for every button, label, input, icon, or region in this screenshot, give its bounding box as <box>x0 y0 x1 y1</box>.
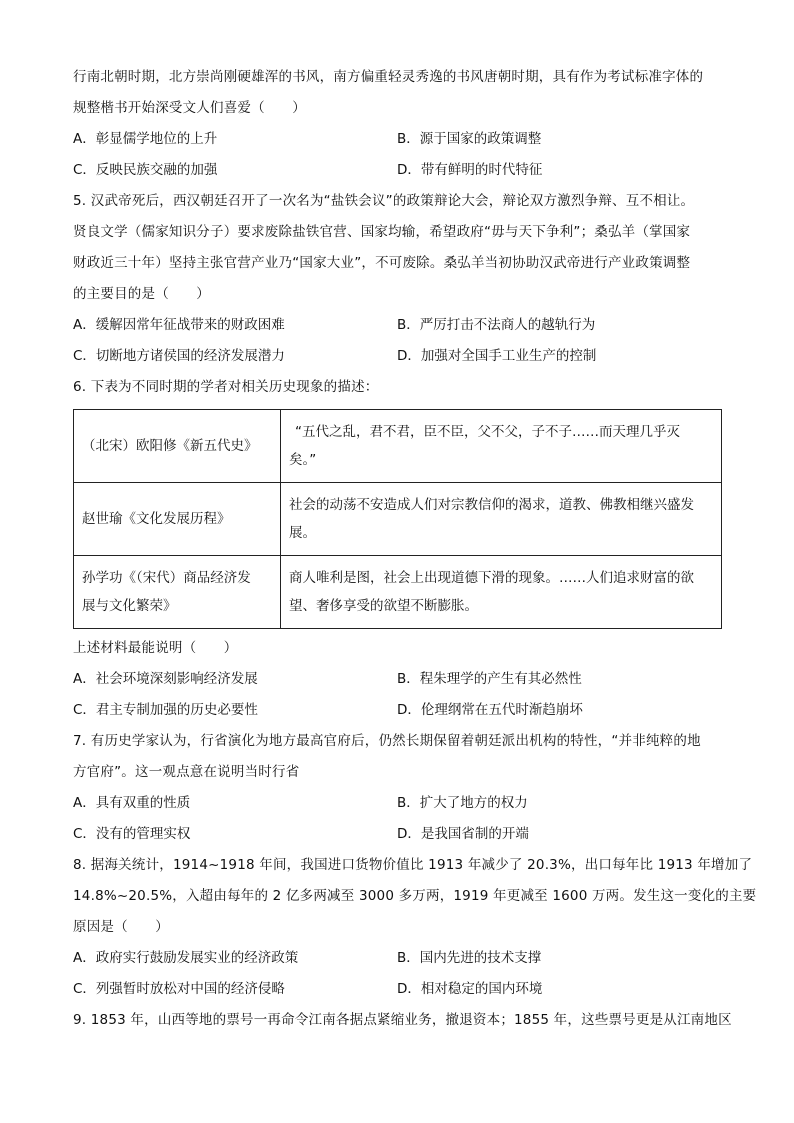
q7-options-row-1 <box>73 788 723 819</box>
q7-line-1: 7. 有历史学家认为，行省演化为地方最高官府后，仍然长期保留着朝廷派出机构的特性，“并非纯粹的地 <box>73 733 701 749</box>
q5-line-2: 贤良文学（儒家知识分子）要求废除盐铁官营、国家均输，希望政府“毋与天下争利”；桑弘羊（掌国家 <box>73 224 691 240</box>
q6-table <box>73 409 722 629</box>
option-b: B．源于国家的政策调整 <box>397 131 542 147</box>
option-d: D．带有鲜明的时代特征 <box>397 162 543 178</box>
option-b: B．国内先进的技术支撑 <box>397 950 542 966</box>
q7-line-2: 方官府”。这一观点意在说明当时行省 <box>73 764 300 780</box>
option-c: C．君主专制加强的历史必要性 <box>73 702 258 718</box>
q5-line-1: 5. 汉武帝死后，西汉朝廷召开了一次名为“盐铁会议”的政策辩论大会，辩论双方激烈争辩、互不相让。 <box>73 193 695 209</box>
q6-options-row-1 <box>73 664 723 695</box>
table-row <box>74 556 722 629</box>
q8-line-3: 原因是（ ） <box>73 919 169 935</box>
option-d: D．伦理纲常在五代时渐趋崩坏 <box>397 702 583 718</box>
q5-line-3: 财政近三十年）坚持主张官营产业乃“国家大业”，不可废除。桑弘羊当初协助汉武帝进行产业政策调整 <box>73 255 691 271</box>
table-row <box>74 483 722 556</box>
option-c: C．切断地方诸侯国的经济发展潜力 <box>73 348 285 364</box>
table-source-cell: 赵世瑜《文化发展历程》 <box>74 483 281 556</box>
option-a: A．政府实行鼓励发展实业的经济政策 <box>73 950 299 966</box>
option-c: C．反映民族交融的加强 <box>73 162 218 178</box>
table-row <box>74 410 722 483</box>
option-a: A．社会环境深刻影响经济发展 <box>73 671 258 687</box>
table-quote-cell: “五代之乱，君不君，臣不臣，父不父，子不子……而天理几乎灭 矣。” <box>281 410 722 483</box>
option-a: A．彰显儒学地位的上升 <box>73 131 218 147</box>
q8-line-2: 14.8%~20.5%，入超由每年的 2 亿多两减至 3000 多万两，1919 年更减至 1600 万两。发生这一变化的主要 <box>73 888 757 904</box>
q6-options-row-2 <box>73 695 723 726</box>
table-source-cell: 孙学功《（宋代）商品经济发 展与文化繁荣》 <box>74 556 281 629</box>
q4-options-row-1 <box>73 124 723 155</box>
q8-options-row-2 <box>73 974 723 1005</box>
table-quote-cell: 社会的动荡不安造成人们对宗教信仰的渴求，道教、佛教相继兴盛发 展。 <box>281 483 722 556</box>
option-d: D．加强对全国手工业生产的控制 <box>397 348 597 364</box>
option-b: B．扩大了地方的权力 <box>397 795 528 811</box>
q6-stem: 6. 下表为不同时期的学者对相关历史现象的描述： <box>73 379 379 395</box>
option-b: B．严厉打击不法商人的越轨行为 <box>397 317 596 333</box>
intro-line-1: 行南北朝时期，北方崇尚刚硬雄浑的书风，南方偏重轻灵秀逸的书风唐朝时期，具有作为考试标准字体的 <box>73 69 704 85</box>
q5-options-row-1 <box>73 310 723 341</box>
option-c: C．没有的管理实权 <box>73 826 191 842</box>
table-source-cell: （北宋）欧阳修《新五代史》 <box>74 410 281 483</box>
q8-options-row-1 <box>73 943 723 974</box>
option-d: D．是我国省制的开端 <box>397 826 529 842</box>
option-a: A．具有双重的性质 <box>73 795 191 811</box>
option-c: C．列强暂时放松对中国的经济侵略 <box>73 981 285 997</box>
q5-options-row-2 <box>73 341 723 372</box>
option-a: A．缓解因常年征战带来的财政困难 <box>73 317 285 333</box>
option-d: D．相对稳定的国内环境 <box>397 981 543 997</box>
q9-line-1: 9. 1853 年，山西等地的票号一再命令江南各据点紧缩业务，撤退资本；1855 年，这些票号更是从江南地区 <box>73 1012 732 1028</box>
q6-question: 上述材料最能说明（ ） <box>73 640 238 656</box>
option-b: B．程朱理学的产生有其必然性 <box>397 671 582 687</box>
intro-line-2: 规整楷书开始深受文人们喜爱（ ） <box>73 100 306 116</box>
q5-line-4: 的主要目的是（ ） <box>73 286 210 302</box>
q7-options-row-2 <box>73 819 723 850</box>
table-quote-cell: 商人唯利是图，社会上出现道德下滑的现象。……人们追求财富的欲 望、奢侈享受的欲望不断膨胀。 <box>281 556 722 629</box>
q4-options-row-2 <box>73 155 723 186</box>
q8-line-1: 8. 据海关统计，1914~1918 年间，我国进口货物价值比 1913 年减少了 20.3%，出口每年比 1913 年增加了 <box>73 857 753 873</box>
exam-page <box>73 62 757 1036</box>
